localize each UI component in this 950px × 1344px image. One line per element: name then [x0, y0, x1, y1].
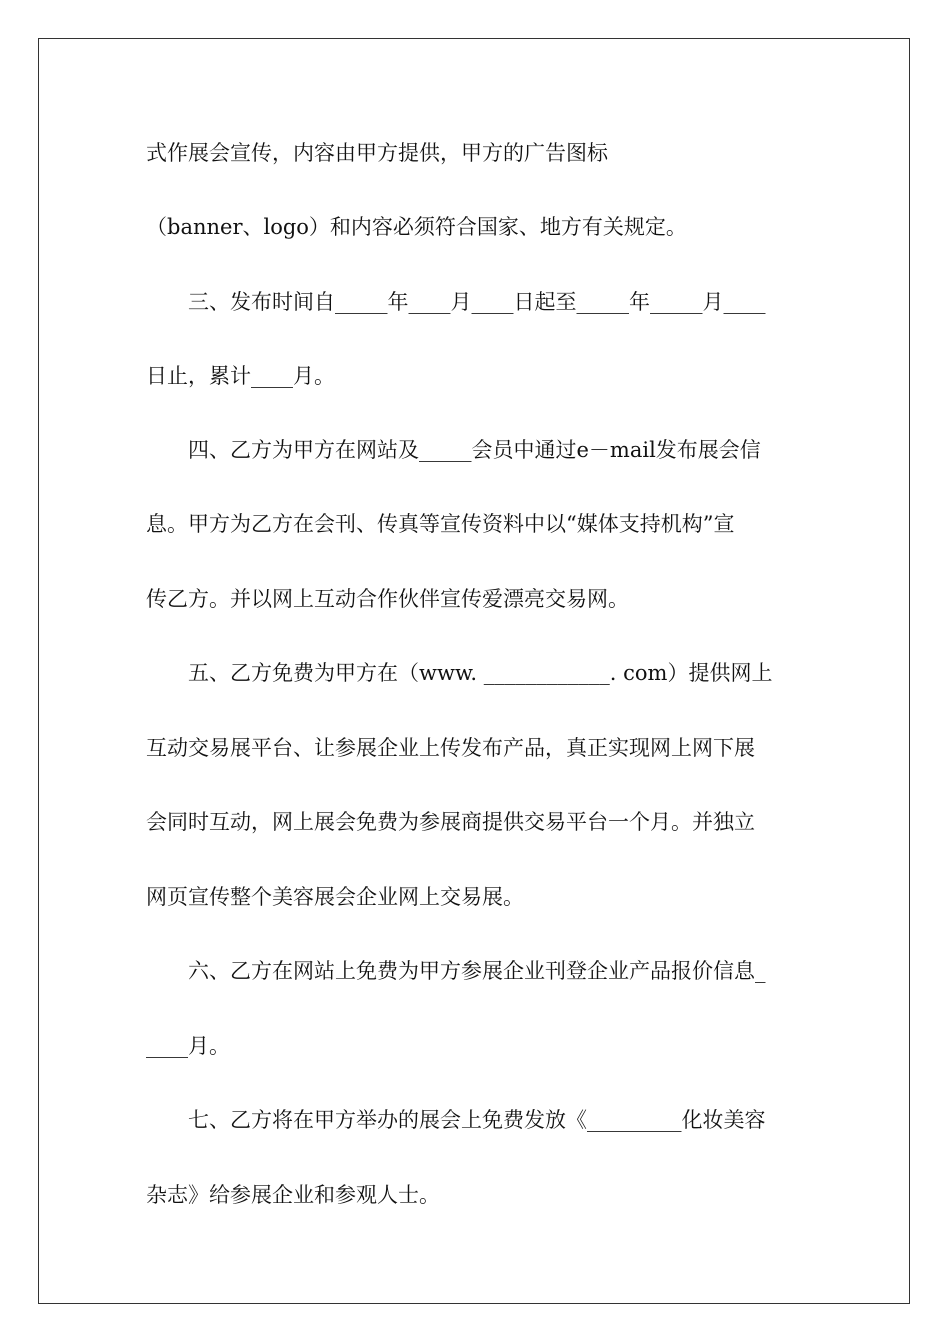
text-line: 三、发布时间自_____年____月____日起至_____年_____月____ — [146, 290, 766, 314]
text-line: 四、乙方为甲方在网站及_____会员中通过e－mail发布展会信 — [146, 438, 761, 462]
text-line: 网页宣传整个美容展会企业网上交易展。 — [146, 885, 524, 909]
text-line: 会同时互动，网上展会免费为参展商提供交易平台一个月。并独立 — [146, 810, 755, 834]
text-line: ____月。 — [146, 1034, 230, 1058]
text-line: 五、乙方免费为甲方在（www. ____________. com）提供网上 — [146, 661, 773, 685]
text-line: 杂志》给参展企业和参观人士。 — [146, 1183, 440, 1207]
text-line: 互动交易展平台、让参展企业上传发布产品，真正实现网上网下展 — [146, 736, 755, 760]
text-line: 六、乙方在网站上免费为甲方参展企业刊登企业产品报价信息_ — [146, 959, 766, 983]
text-line: 息。甲方为乙方在会刊、传真等宣传资料中以“媒体支持机构”宣 — [146, 512, 735, 536]
text-line: 日止，累计____月。 — [146, 364, 335, 388]
text-line: 式作展会宣传，内容由甲方提供，甲方的广告图标 — [146, 141, 608, 165]
text-line: 传乙方。并以网上互动合作伙伴宣传爱漂亮交易网。 — [146, 587, 629, 611]
text-line: 七、乙方将在甲方举办的展会上免费发放《_________化妆美容 — [146, 1108, 766, 1132]
text-line: （banner、logo）和内容必须符合国家、地方有关规定。 — [146, 215, 687, 239]
